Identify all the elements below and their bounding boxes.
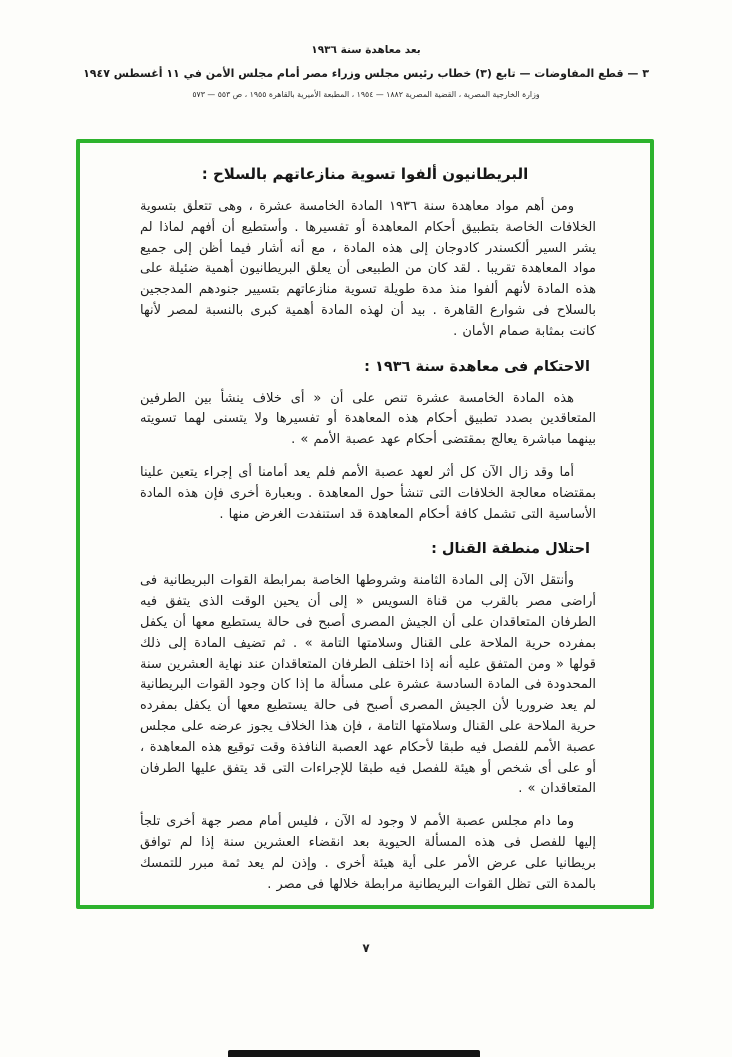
paragraph: ومن أهم مواد معاهدة سنة ١٩٣٦ المادة الخامسة عشرة ، وهى تتعلق بتسوية الخلافات الخاصة بتطبيق أحكام المعاهدة أو تفسيرها . وأستطيع أن أفهم لماذا لم يشر السير ألكسندر كادوجان إلى هذه المادة ، مع أنه أشار فيما أظن إلى جميع مواد المعاهدة تقريبا . لقد كان من الطبيعى أن يعلق البريطانيون أهمية ضئيلة على هذه المادة لأنهم ألفوا منذ مدة طويلة تسوية منازعاتهم بتسيير جنودهم المدججين بالسلاح فى شوارع القاهرة . بيد أن لهذه المادة أهمية كبرى بالنسبة لمصر لأنها كانت بمثابة صمام الأمان . <box>140 199 596 339</box>
green-highlight-rectangle <box>76 139 654 909</box>
header-title-line: ٣ — قطع المفاوضات — تابع (٣) خطاب رئيس مجلس وزراء مصر أمام مجلس الأمن في ١١ أغسطس ١٩٤٧ <box>83 67 649 80</box>
scan-artifact-bar <box>228 1050 480 1057</box>
section-heading-arbitration-1936-treaty: الاحتكام فى معاهدة سنة ١٩٣٦ : <box>364 358 590 375</box>
paragraph: هذه المادة الخامسة عشرة تنص على أن « أى خلاف ينشأ بين الطرفين المتعاقدين بصدد تطبيق أحكام هذه المعاهدة أو تفسيرها ولا يتسنى لهما تسويته بينهما مباشرة يعالج بمقتضى أحكام عهد عصبة الأمم » . <box>140 390 596 448</box>
header-source-citation: وزارة الخارجية المصرية ، القضية المصرية ١٨٨٢ — ١٩٥٤ ، المطبعة الأميرية بالقاهرة ١٩٥٥ ، ص ٥٥٣ — ٥٧٣ <box>192 90 540 99</box>
page-number: ٧ <box>362 941 370 955</box>
document-body-text <box>80 143 650 895</box>
paragraph: أما وقد زال الآن كل أثر لعهد عصبة الأمم فلم يعد أمامنا أى إجراء يتعين علينا بمقتضاه معالجة الخلافات التى تنشأ حول المعاهدة . وبعبارة أخرى فإن هذه المادة الأساسية التى تشمل كافة أحكام المعاهدة قد استنفدت الغرض منها . <box>140 464 596 522</box>
section-heading-canal-zone-occupation: احتلال منطقة القنال : <box>431 541 590 558</box>
header-treaty-line: بعد معاهدة سنة ١٩٣٦ <box>311 44 421 56</box>
document-header <box>0 44 732 99</box>
paragraph: وما دام مجلس عصبة الأمم لا وجود له الآن ، فليس أمام مصر جهة أخرى تلجأ إليها للفصل فى هذه المسألة الحيوية بعد انقضاء العشرين سنة إذا لم توافق بريطانيا على عرض الأمر على أية هيئة أخرى . وإذن لم يعد ثمة مبرر للتمسك بالمدة التى تظل القوات البريطانية مرابطة خلالها فى مصر . <box>140 814 596 892</box>
section-heading-weapons-settlement: البريطانيون ألفوا تسوية منازعاتهم بالسلاح : <box>201 165 529 183</box>
paragraph: وأنتقل الآن إلى المادة الثامنة وشروطها الخاصة بمرابطة القوات البريطانية فى أراضى مصر بالقرب من قناة السويس « إلى أن يحين الوقت الذى يتفق فيه الطرفان المتعاقدان على أن الجيش المصرى أصبح فى حالة يستطيع معها أن يكفل بمفرده حرية الملاحة على القنال وسلامتها التامة » . ثم تضيف المادة إلى ذلك قولها « ومن المتفق عليه أنه إذا اختلف الطرفان المتعاقدان عند نهاية العشرين سنة المحدودة فى المادة السادسة عشرة على مسألة ما إذا كان وجود القوات البريطانية لم يعد ضروريا لأن الجيش المصرى أصبح فى حالة يستطيع معها أن يكفل بمفرده حرية الملاحة على القنال وسلامتها التامة ، فإن هذا الخلاف يجوز عرضه على مجلس عصبة الأمم للفصل فيه طبقا لأحكام عهد العصبة النافذة وقت توقيع هذه المعاهدة ، أو على أى شخص أو هيئة للفصل فيه طبقا للإجراءات التى قد يتفق عليها الطرفان المتعاقدان » . <box>140 573 596 797</box>
